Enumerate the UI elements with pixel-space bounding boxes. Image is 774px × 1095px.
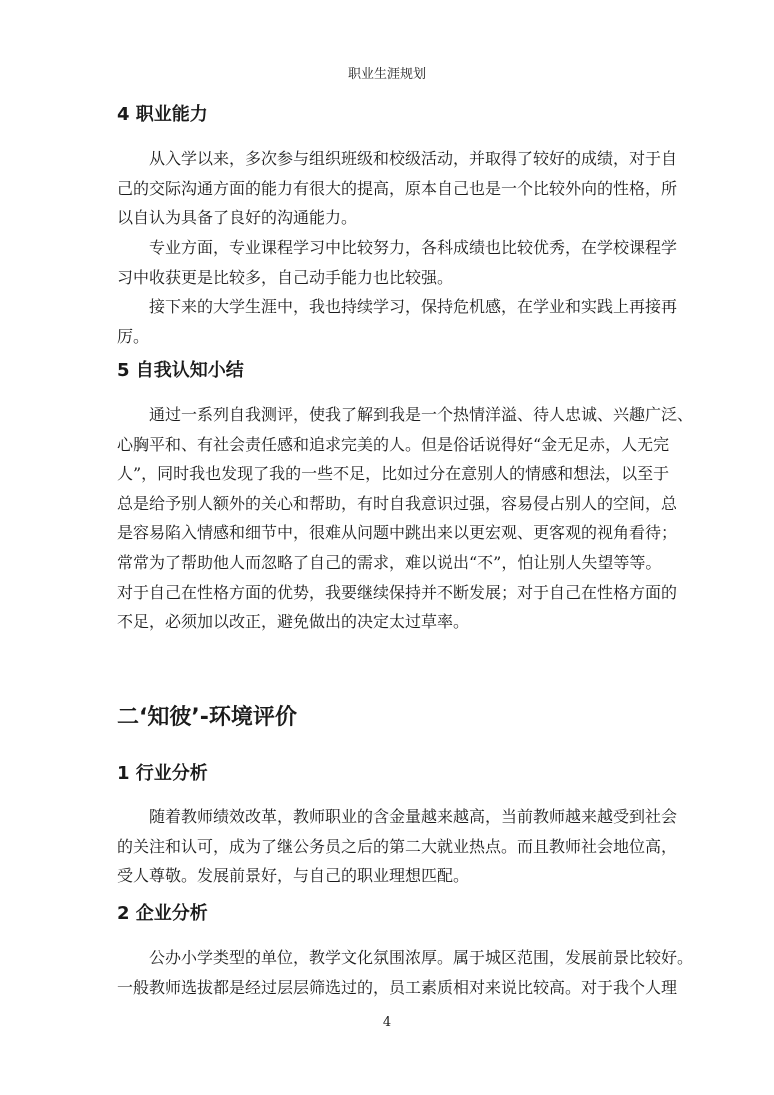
- text-line: 一般教师选拔都是经过层层筛选过的，员工素质相对来说比较高。对于我个人理: [117, 977, 678, 997]
- text-line: 是容易陷入情感和细节中，很难从问题中跳出来以更宏观、更客观的视角看待；: [117, 523, 678, 543]
- text-line: 受人尊敬。发展前景好，与自己的职业理想匹配。: [117, 866, 470, 886]
- section-heading-industry: 1 行业分析: [117, 763, 208, 784]
- paragraph-ability-2: [117, 233, 678, 292]
- text-line: 习中收获更是比较多，自己动手能力也比较强。: [117, 267, 454, 287]
- text-line: 不足，必须加以改正，避免做出的决定太过草率。: [117, 612, 470, 632]
- paragraph-self-summary: [117, 400, 694, 637]
- text-line: 人”，同时我也发现了我的一些不足，比如过分在意别人的情感和想法，以至于: [117, 464, 670, 484]
- section-heading-ability: 4 职业能力: [117, 104, 208, 125]
- text-line: 对于自己在性格方面的优势，我要继续保持并不断发展；对于自己在性格方面的: [117, 582, 678, 602]
- page-number: 4: [382, 1015, 392, 1030]
- page-header: 职业生涯规划: [347, 67, 426, 82]
- text-line: 随着教师绩效改革，教师职业的含金量越来越高，当前教师越来越受到社会: [149, 807, 678, 826]
- text-line: 以自认为具备了良好的沟通能力。: [117, 208, 358, 228]
- paragraph-industry: [117, 802, 678, 891]
- text-line: 公办小学类型的单位，教学文化氛围浓厚。属于城区范围，发展前景比较好。: [149, 948, 694, 967]
- text-line: 接下来的大学生涯中，我也持续学习，保持危机感，在学业和实践上再接再: [149, 297, 678, 316]
- text-line: 心胸平和、有社会责任感和追求完美的人。但是俗话说得好“金无足赤，人无完: [117, 434, 670, 454]
- section-heading-enterprise: 2 企业分析: [117, 903, 208, 924]
- text-line: 的关注和认可，成为了继公务员之后的第二大就业热点。而且教师社会地位高，: [117, 836, 678, 856]
- section-heading-self-summary: 5 自我认知小结: [117, 360, 244, 381]
- text-line: 从入学以来，多次参与组织班级和校级活动，并取得了较好的成绩，对于自: [149, 149, 678, 168]
- paragraph-ability-3: [117, 292, 678, 351]
- text-line: 己的交际沟通方面的能力有很大的提高，原本自己也是一个比较外向的性格，所: [117, 178, 678, 198]
- part-heading-environment: 二‘知彼’-环境评价: [117, 705, 297, 730]
- paragraph-ability-1: [117, 144, 678, 233]
- text-line: 专业方面，专业课程学习中比较努力，各科成绩也比较优秀，在学校课程学: [149, 238, 678, 257]
- text-line: 常常为了帮助他人而忽略了自己的需求，难以说出“不”，怕让别人失望等等。: [117, 552, 662, 572]
- paragraph-enterprise: [117, 943, 694, 1002]
- text-line: 通过一系列自我测评，使我了解到我是一个热情洋溢、待人忠诚、兴趣广泛、: [149, 405, 694, 424]
- text-line: 厉。: [117, 326, 150, 346]
- text-line: 总是给予别人额外的关心和帮助，有时自我意识过强，容易侵占别人的空间，总: [117, 493, 678, 513]
